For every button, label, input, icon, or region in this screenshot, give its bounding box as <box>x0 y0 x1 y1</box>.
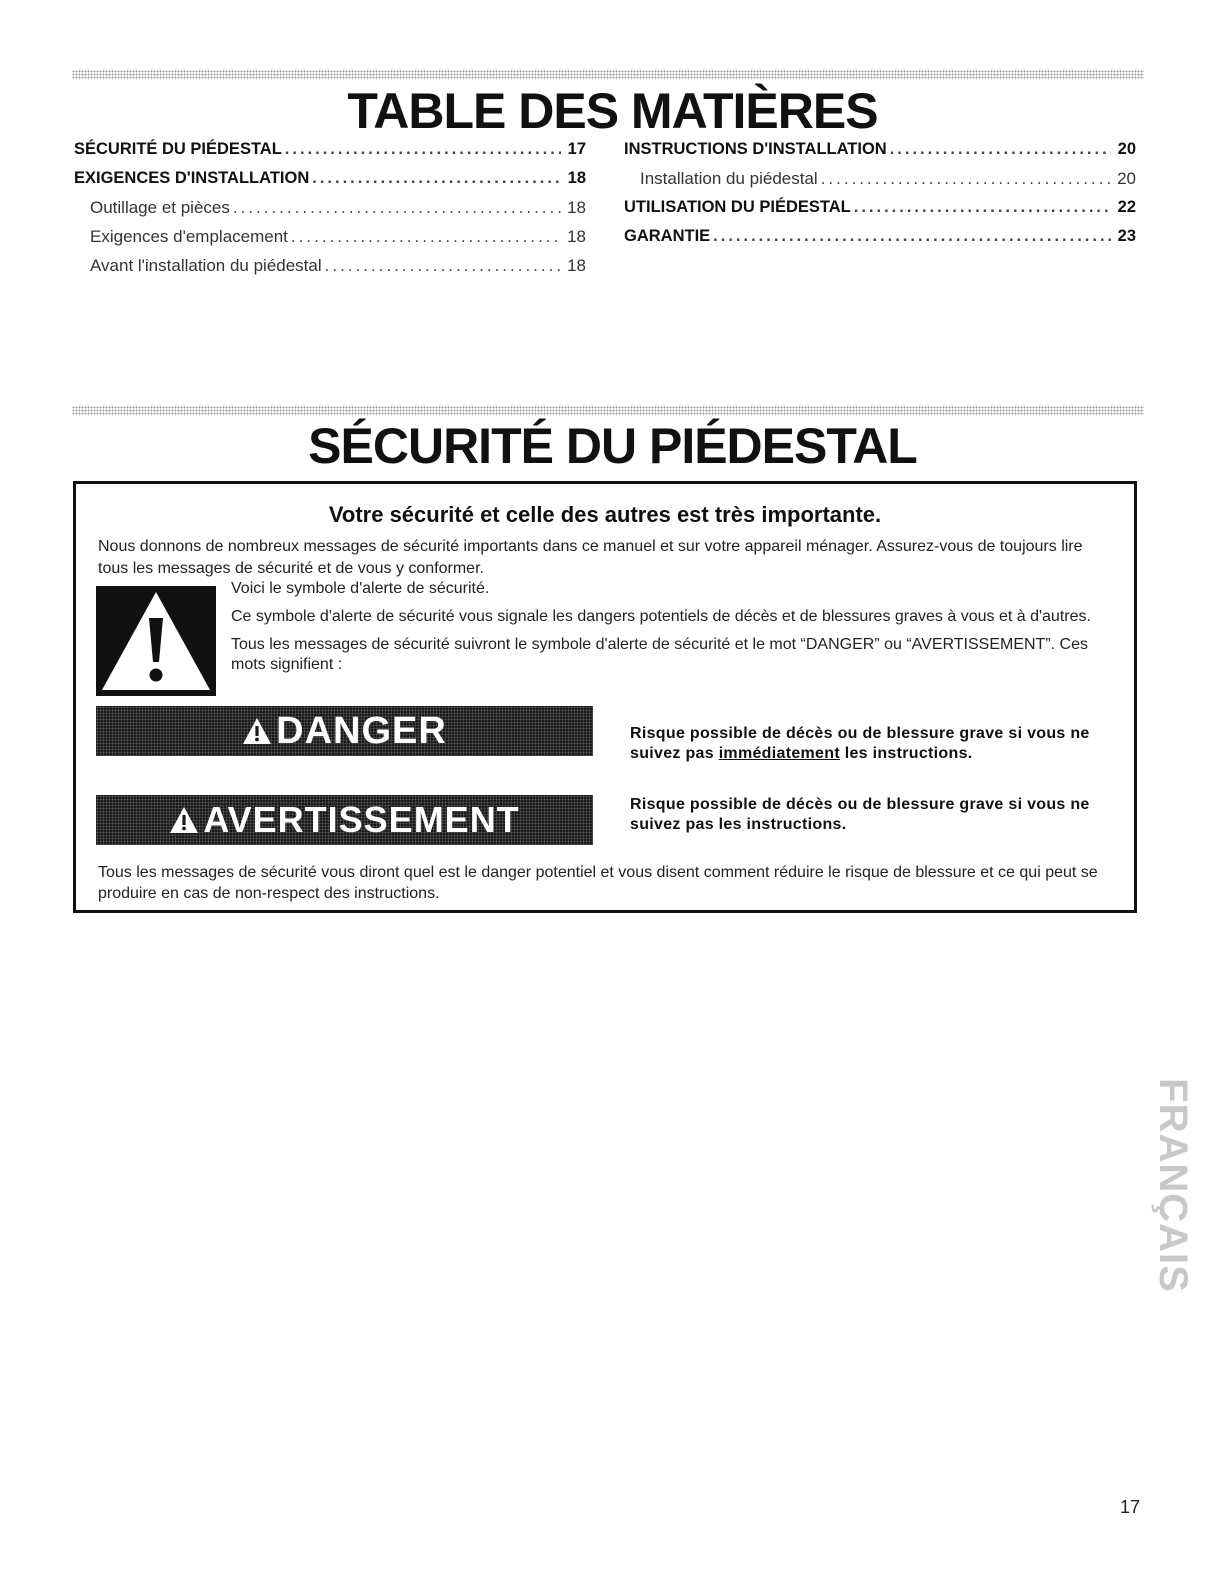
toc-entry[interactable] <box>624 169 1136 198</box>
toc-entry-label: Installation du piédestal <box>640 169 818 188</box>
page-number: 17 <box>1120 1497 1141 1517</box>
warning-triangle-icon <box>242 717 272 745</box>
toc-leader-dots <box>285 140 561 159</box>
toc-leader-dots <box>233 198 561 218</box>
top-dotted-rule <box>72 70 1144 79</box>
toc-entry[interactable] <box>74 227 586 256</box>
toc-leader-dots <box>713 227 1111 246</box>
safety-intro-text: Nous donnons de nombreux messages de sécurité importants dans ce manuel et sur votre appareil ménager. Assurez-vous de toujours lire tous les messages de sécurité et de vous y conformer. <box>98 538 1083 577</box>
toc-title: TABLE DES MATIÈRES <box>347 83 878 139</box>
safety-closing-text: Tous les messages de sécurité vous diront quel est le danger potentiel et vous disent comment réduire le risque de blessure et ce qui peut se produire en cas de non-respect des instructions. <box>98 864 1098 902</box>
toc-entry[interactable] <box>624 227 1136 256</box>
toc-right-column <box>624 140 1136 256</box>
warning-signal-word <box>96 795 593 845</box>
language-label: FRANÇAIS <box>1150 1077 1195 1293</box>
alert-line: Ce symbole d'alerte de sécurité vous signale les dangers potentiels de décès et de blessures graves à vous et à d'autres. <box>231 608 1091 625</box>
toc-entry[interactable] <box>624 198 1136 227</box>
toc-entry-page: 18 <box>567 198 586 217</box>
toc-entry-label: UTILISATION DU PIÉDESTAL <box>624 198 851 216</box>
toc-entry-label: Avant l'installation du piédestal <box>90 256 322 275</box>
toc-leader-dots <box>312 169 561 188</box>
alert-line: Voici le symbole d'alerte de sécurité. <box>231 580 490 597</box>
toc-leader-dots <box>325 256 561 276</box>
danger-signal-word <box>96 706 593 756</box>
toc-entry-page: 20 <box>1117 140 1136 158</box>
toc-entry[interactable] <box>624 140 1136 169</box>
toc-entry[interactable] <box>74 256 586 285</box>
safety-heading: Votre sécurité et celle des autres est très importante. <box>328 502 882 527</box>
toc-leader-dots <box>890 140 1111 159</box>
toc-entry-label: GARANTIE <box>624 227 711 245</box>
danger-desc-text-end: les instructions. <box>839 745 973 762</box>
warning-label: AVERTISSEMENT <box>203 799 520 840</box>
warning-triangle-icon <box>169 806 199 834</box>
danger-desc-text: Risque possible de décès ou de blessure grave si vous ne suivez pas <box>630 725 1090 762</box>
toc-entry-page: 18 <box>567 169 586 187</box>
toc-entry-page: 22 <box>1117 198 1136 216</box>
toc-entry-label: Exigences d'emplacement <box>90 227 288 246</box>
danger-description <box>630 724 1130 764</box>
toc-leader-dots <box>854 198 1111 217</box>
alert-symbol-explanation <box>231 579 1101 683</box>
toc-entry[interactable] <box>74 140 586 169</box>
toc-entry-page: 17 <box>567 140 586 158</box>
alert-line: Tous les messages de sécurité suivront le symbole d'alerte de sécurité et le mot “DANGER” ou “AVERTISSEMENT”. Ces mots signifient : <box>231 636 1088 673</box>
toc-entry-label: EXIGENCES D'INSTALLATION <box>74 169 310 187</box>
section-title: SÉCURITÉ DU PIÉDESTAL <box>308 418 917 474</box>
toc-left-column <box>74 140 586 285</box>
toc-entry-label: INSTRUCTIONS D'INSTALLATION <box>624 140 887 158</box>
toc-entry-label: SÉCURITÉ DU PIÉDESTAL <box>74 140 282 158</box>
warning-triangle-icon <box>96 586 216 696</box>
warning-description: Risque possible de décès ou de blessure grave si vous ne suivez pas les instructions. <box>630 796 1090 833</box>
toc-entry[interactable] <box>74 198 586 227</box>
danger-label: DANGER <box>276 709 447 752</box>
danger-desc-emphasis: immédiatement <box>718 745 840 762</box>
toc-entry-label: Outillage et pièces <box>90 198 230 217</box>
toc-entry-page: 20 <box>1117 169 1136 188</box>
toc-leader-dots <box>821 169 1111 189</box>
safety-notice-box <box>73 481 1137 913</box>
toc-entry-page: 23 <box>1117 227 1136 245</box>
toc-entry[interactable] <box>74 169 586 198</box>
language-side-tab <box>1147 1060 1197 1310</box>
toc-entry-page: 18 <box>567 256 586 275</box>
toc-entry-page: 18 <box>567 227 586 246</box>
section-dotted-rule <box>72 406 1144 415</box>
toc-leader-dots <box>291 227 561 247</box>
